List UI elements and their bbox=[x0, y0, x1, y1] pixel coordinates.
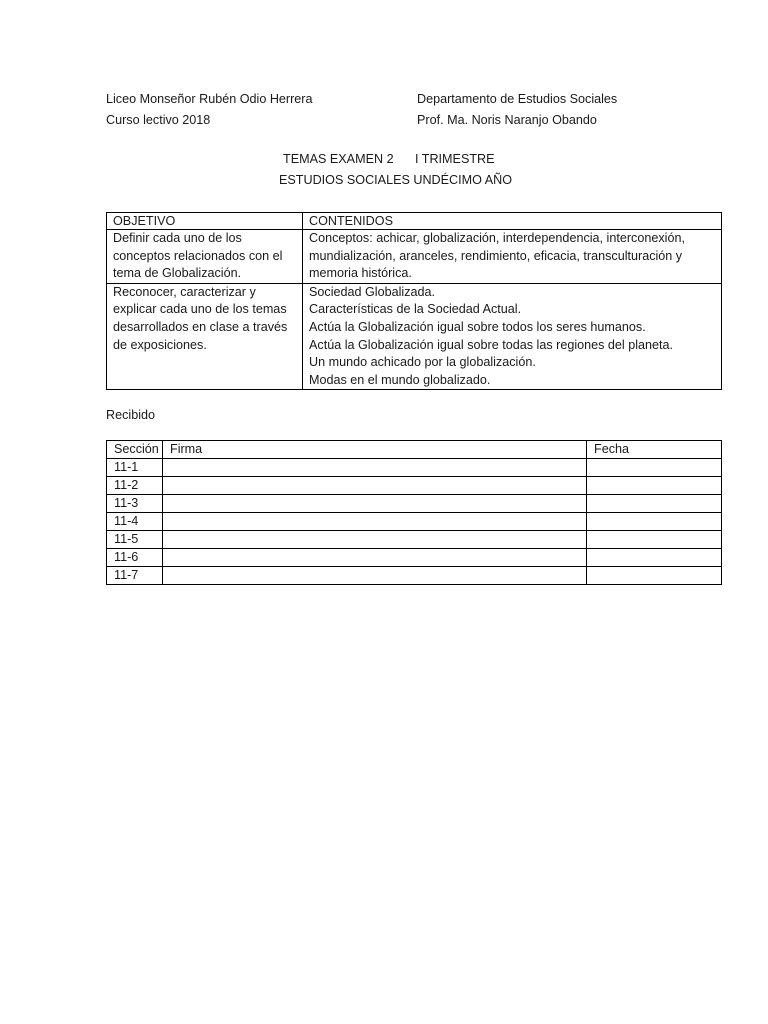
objective-line: de exposiciones. bbox=[113, 337, 207, 352]
signature-cell[interactable] bbox=[163, 567, 587, 585]
objective-line: explicar cada uno de los temas bbox=[113, 302, 287, 317]
school-name: Liceo Monseñor Rubén Odio Herrera bbox=[106, 92, 313, 106]
table-row bbox=[107, 459, 722, 477]
content-line: memoria histórica. bbox=[309, 266, 412, 281]
signature-table bbox=[106, 440, 722, 585]
section-header: Sección bbox=[107, 441, 163, 459]
objective-line: Definir cada uno de los bbox=[113, 231, 242, 245]
content-line: Actúa la Globalización igual sobre todos los seres humanos. bbox=[309, 319, 646, 334]
school-year: Curso lectivo 2018 bbox=[106, 113, 211, 127]
section-cell: 11-7 bbox=[107, 567, 163, 585]
signature-cell[interactable] bbox=[163, 531, 587, 549]
department-name: Departamento de Estudios Sociales bbox=[417, 92, 618, 106]
date-cell[interactable] bbox=[587, 495, 722, 513]
section-cell: 11-1 bbox=[107, 459, 163, 477]
objective-line: tema de Globalización. bbox=[113, 266, 242, 281]
objective-header: OBJETIVO bbox=[107, 213, 303, 230]
signature-cell[interactable] bbox=[163, 495, 587, 513]
exam-title: TEMAS EXAMEN 2 bbox=[283, 152, 394, 166]
objective-line: Reconocer, caracterizar y bbox=[113, 284, 256, 299]
section-cell: 11-4 bbox=[107, 513, 163, 531]
table-row bbox=[107, 567, 722, 585]
contents-cell bbox=[303, 283, 722, 390]
content-line: Conceptos: achicar, globalización, interdependencia, interconexión, bbox=[309, 231, 685, 245]
date-cell[interactable] bbox=[587, 531, 722, 549]
section-cell: 11-6 bbox=[107, 549, 163, 567]
table-row bbox=[107, 513, 722, 531]
signature-cell[interactable] bbox=[163, 459, 587, 477]
subject-title: ESTUDIOS SOCIALES UNDÉCIMO AÑO bbox=[279, 173, 513, 187]
signature-cell[interactable] bbox=[163, 513, 587, 531]
signature-cell[interactable] bbox=[163, 477, 587, 495]
table-row bbox=[107, 549, 722, 567]
content-line: mundialización, aranceles, rendimiento, eficacia, transculturación y bbox=[309, 248, 683, 263]
table-row bbox=[107, 230, 722, 284]
section-cell: 11-3 bbox=[107, 495, 163, 513]
section-cell: 11-2 bbox=[107, 477, 163, 495]
received-label: Recibido bbox=[106, 408, 156, 422]
section-cell: 11-5 bbox=[107, 531, 163, 549]
content-line: Un mundo achicado por la globalización. bbox=[309, 355, 536, 370]
signature-header: Firma bbox=[163, 441, 587, 459]
date-cell[interactable] bbox=[587, 567, 722, 585]
objectives-header-row bbox=[107, 213, 722, 230]
content-line: Actúa la Globalización igual sobre todas las regiones del planeta. bbox=[309, 337, 674, 352]
table-row bbox=[107, 283, 722, 390]
date-cell[interactable] bbox=[587, 477, 722, 495]
date-cell[interactable] bbox=[587, 459, 722, 477]
contents-cell bbox=[303, 230, 722, 284]
objectives-table bbox=[106, 212, 722, 390]
objective-cell bbox=[107, 230, 303, 284]
table-row bbox=[107, 495, 722, 513]
table-row bbox=[107, 477, 722, 495]
objective-cell bbox=[107, 283, 303, 390]
content-line: Características de la Sociedad Actual. bbox=[309, 302, 522, 317]
content-line: Sociedad Globalizada. bbox=[309, 284, 436, 299]
term-title: I TRIMESTRE bbox=[415, 152, 495, 166]
date-header: Fecha bbox=[587, 441, 722, 459]
content-line: Modas en el mundo globalizado. bbox=[309, 372, 491, 387]
objective-line: conceptos relacionados con el bbox=[113, 248, 283, 263]
table-row bbox=[107, 531, 722, 549]
contents-header: CONTENIDOS bbox=[303, 213, 722, 230]
date-cell[interactable] bbox=[587, 513, 722, 531]
objective-line: desarrollados en clase a través bbox=[113, 319, 288, 334]
date-cell[interactable] bbox=[587, 549, 722, 567]
signature-header-row bbox=[107, 441, 722, 459]
signature-cell[interactable] bbox=[163, 549, 587, 567]
teacher-name: Prof. Ma. Noris Naranjo Obando bbox=[417, 113, 597, 127]
